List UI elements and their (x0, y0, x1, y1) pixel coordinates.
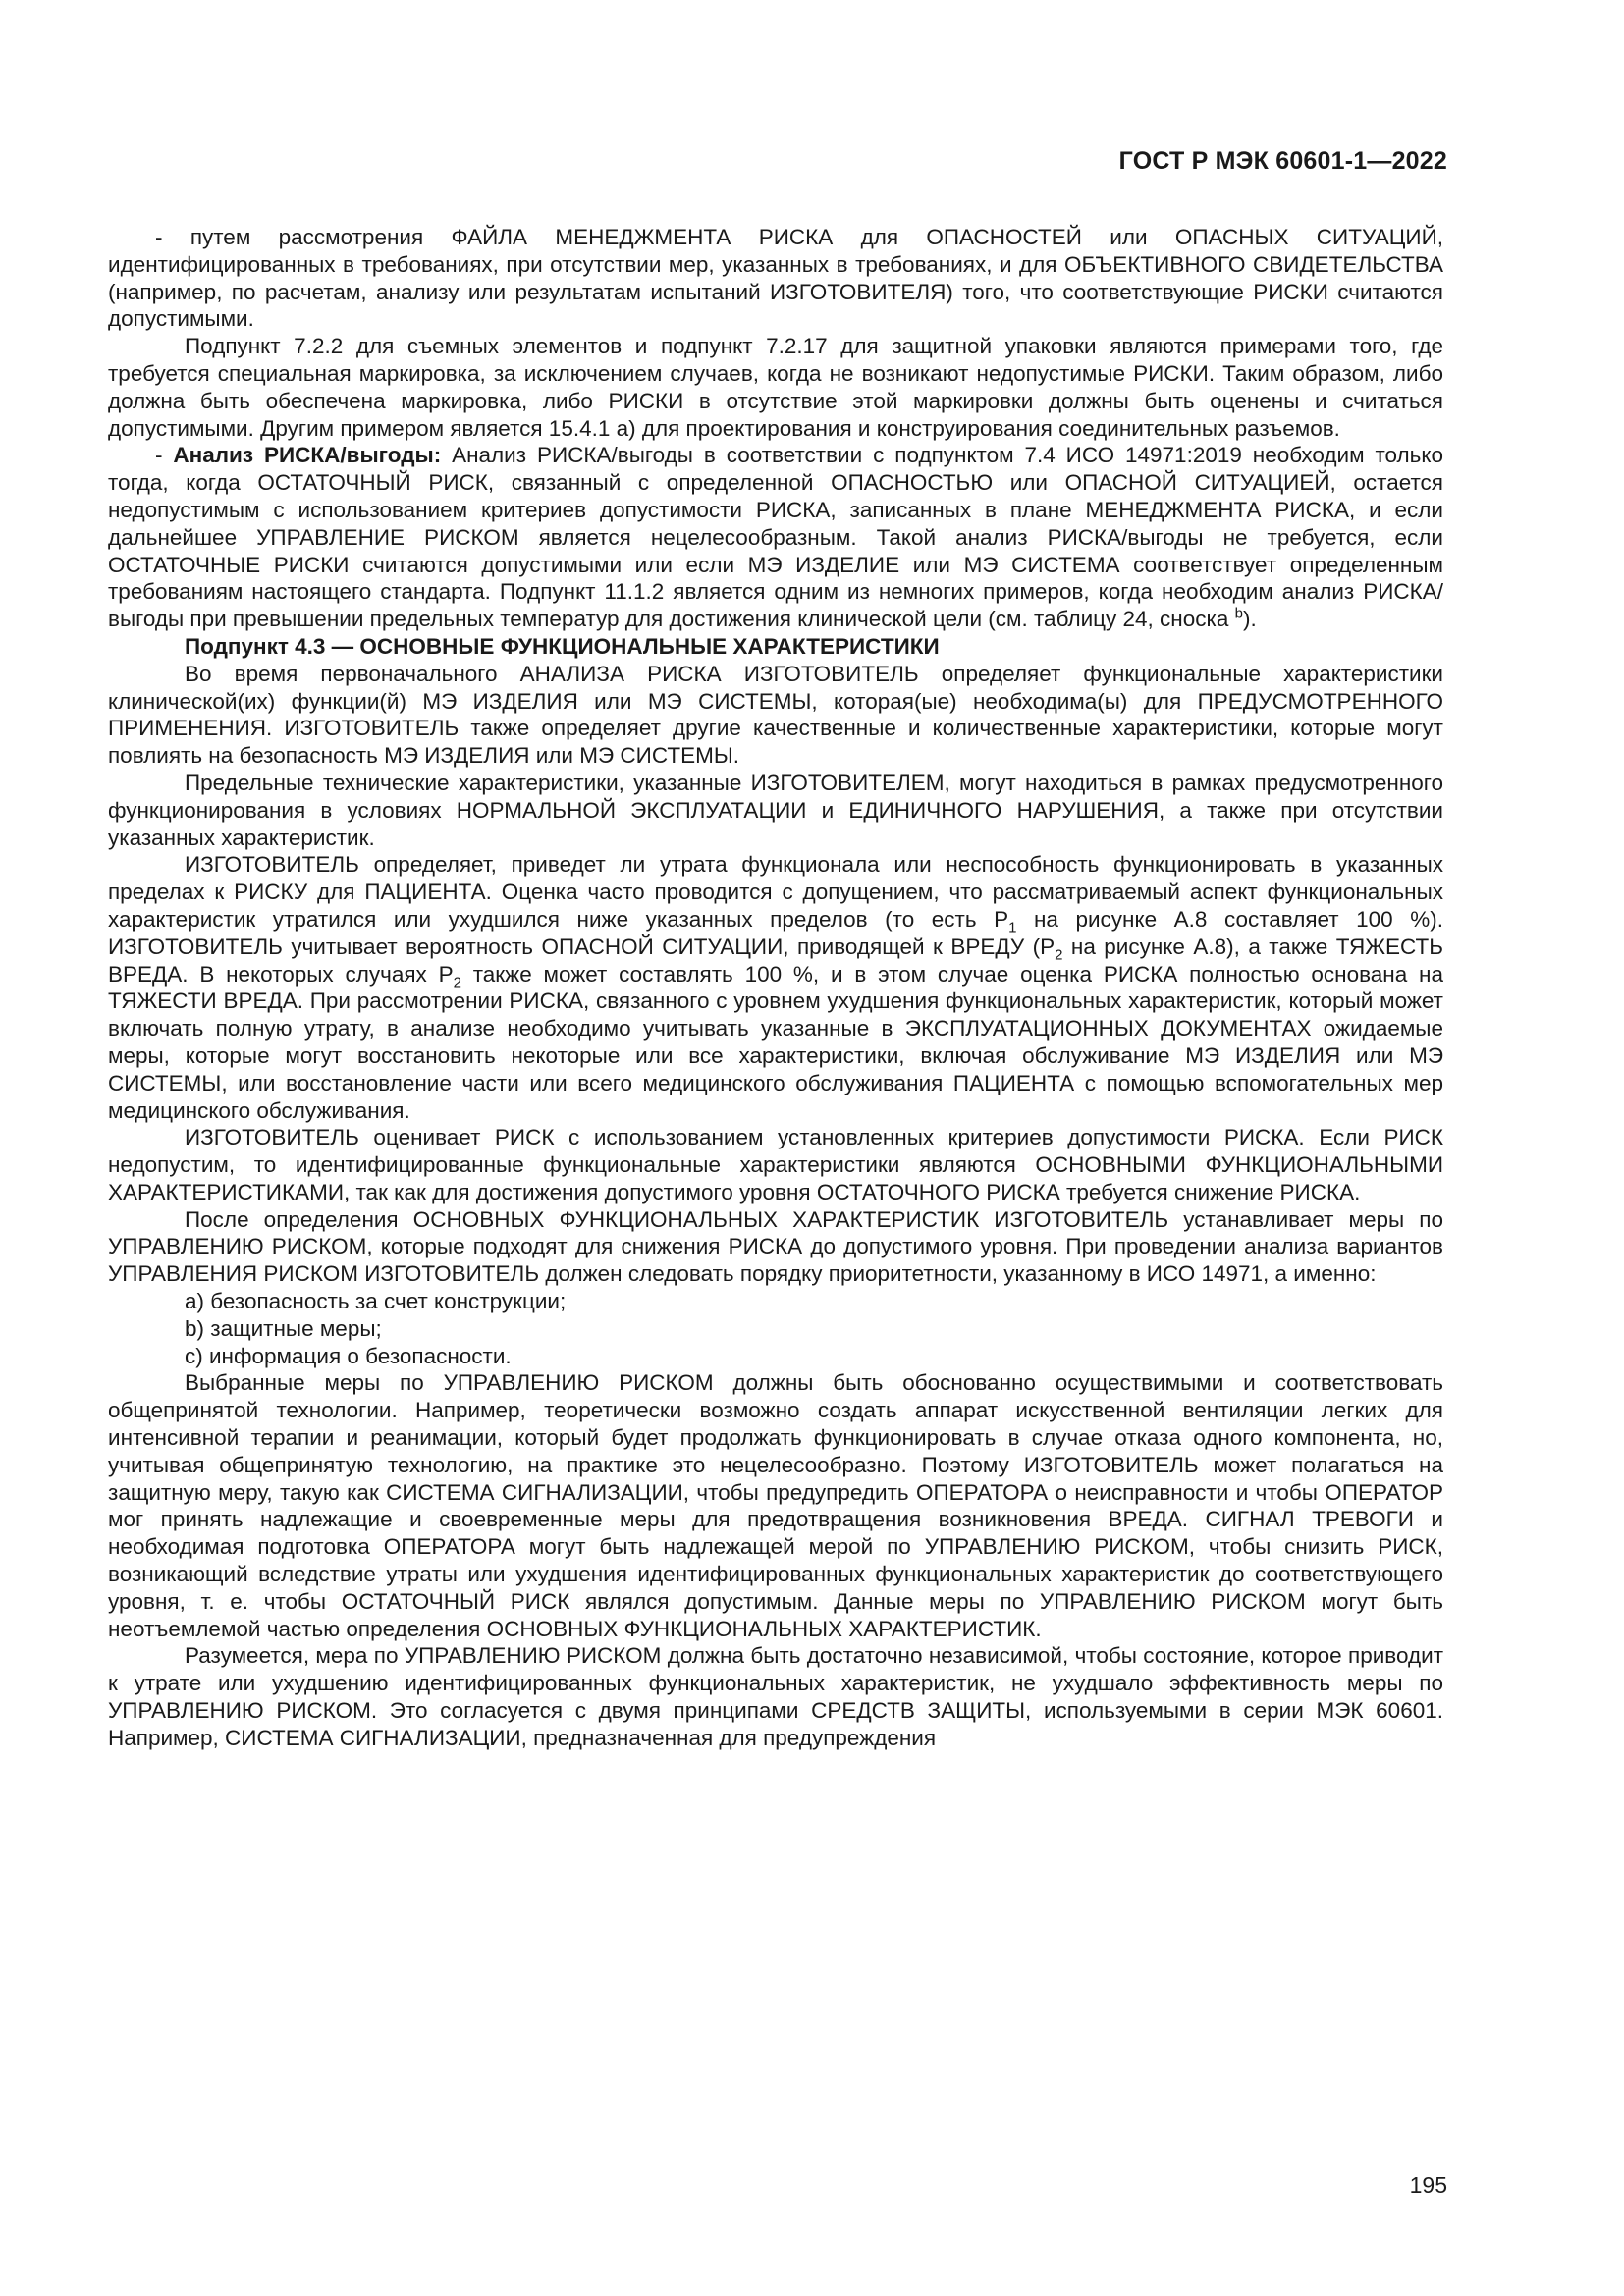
list-item: c) информация о безопасности. (185, 1343, 512, 1368)
text: на рисунке А.8 составляет 100 %). ИЗГОТОВИТЕЛЬ учитывает вероятность ОПАСНОЙ СИТУАЦИИ, приводящей к ВРЕДУ (P (108, 906, 1443, 959)
paragraph: - путем рассмотрения ФАЙЛА МЕНЕДЖМЕНТА РИСКА для ОПАСНОСТЕЙ или ОПАСНЫХ СИТУАЦИЙ, идентифицированных в требованиях, при отсутствии мер, указанных в требованиях, и для ОБЪЕКТИВНОГО СВИДЕТЕЛЬСТВА (например, по расчетам, анализу или результатам испытаний ИЗГОТОВИТЕЛЯ) того, что соответствующие РИСКИ считаются допустимыми. (108, 225, 1443, 332)
text: также может составлять 100 %, и в этом случае оценка РИСКА полностью основана на ТЯЖЕСТИ ВРЕДА. При рассмотрении РИСКА, связанного с уровнем ухудшения функциональных характеристик, который может включать полную утрату, в анализе необходимо учитывать указанные в ЭКСПЛУАТАЦИОННЫХ ДОКУМЕНТАХ ожидаемые меры, которые могут восстановить некоторые или все характеристики, включая обслуживание МЭ ИЗДЕЛИЯ или МЭ СИСТЕМЫ, или восстановление части или всего медицинского обслуживания ПАЦИЕНТА с помощью вспомогательных мер медицинского обслуживания. (108, 961, 1443, 1123)
paragraph: Подпункт 7.2.2 для съемных элементов и подпункт 7.2.17 для защитной упаковки являются примерами того, где требуется специальная маркировка, за исключением случаев, когда не возникают недопустимые РИСКИ. Таким образом, либо должна быть обеспечена маркировка, либо РИСКИ в отсутствие этой маркировки должны быть оценены и считаться допустимыми. Другим примером является 15.4.1 a) для проектирования и конструирования соединительных разъемов. (108, 334, 1443, 441)
dash: - (155, 443, 174, 468)
paragraph: Предельные технические характеристики, указанные ИЗГОТОВИТЕЛЕМ, могут находиться в рамках предусмотренного функционирования в условиях НОРМАЛЬНОЙ ЭКСПЛУАТАЦИИ и ЕДИНИЧНОГО НАРУШЕНИЯ, а также при отсутствии указанных характеристик. (108, 770, 1443, 850)
superscript: b (1234, 605, 1243, 622)
document-body (108, 224, 1443, 1752)
paragraph: После определения ОСНОВНЫХ ФУНКЦИОНАЛЬНЫХ ХАРАКТЕРИСТИК ИЗГОТОВИТЕЛЬ устанавливает меры по УПРАВЛЕНИЮ РИСКОМ, которые подходят для снижения РИСКА до допустимого уровня. При проведении анализа вариантов УПРАВЛЕНИЯ РИСКОМ ИЗГОТОВИТЕЛЬ должен следовать порядку приоритетности, указанному в ИСО 14971, а именно: (108, 1206, 1443, 1287)
paragraph: Разумеется, мера по УПРАВЛЕНИЮ РИСКОМ должна быть достаточно независимой, чтобы состояние, которое приводит к утрате или ухудшению идентифицированных функциональных характеристик, не ухудшало эффективность меры по УПРАВЛЕНИЮ РИСКОМ. Это согласуется с двумя принципами СРЕДСТВ ЗАЩИТЫ, используемыми в серии МЭК 60601. Например, СИСТЕМА СИГНАЛИЗАЦИИ, предназначенная для предупреждения (108, 1643, 1443, 1750)
paragraph: ИЗГОТОВИТЕЛЬ оценивает РИСК с использованием установленных критериев допустимости РИСКА. Если РИСК недопустим, то идентифицированные функциональные характеристики являются ОСНОВНЫМИ ФУНКЦИОНАЛЬНЫМИ ХАРАКТЕРИСТИКАМИ, так как для достижения допустимого уровня ОСТАТОЧНОГО РИСКА требуется снижение РИСКА. (108, 1125, 1443, 1204)
text: ). (1242, 607, 1257, 632)
paragraph: Выбранные меры по УПРАВЛЕНИЮ РИСКОМ должны быть обоснованно осуществимыми и соответствовать общепринятой технологии. Например, теоретически возможно создать аппарат искусственной вентиляции легких для интенсивной терапии и реанимации, который будет продолжать функционировать в случае отказа одного компонента, но, учитывая общепринятую технологию, на практике это нецелесообразно. Поэтому ИЗГОТОВИТЕЛЬ может полагаться на защитную меру, такую как СИСТЕМА СИГНАЛИЗАЦИИ, чтобы предупредить ОПЕРАТОРА о неисправности и чтобы ОПЕРАТОР мог принять надлежащие и своевременные меры для предотвращения возникновения ВРЕДА. СИГНАЛ ТРЕВОГИ и необходимая подготовка ОПЕРАТОРА могут быть надлежащей мерой по УПРАВЛЕНИЮ РИСКОМ, чтобы снизить РИСК, возникающий вследствие утраты или ухудшения идентифицированных функциональных характеристик до соответствующего уровня, т. е. чтобы ОСТАТОЧНЫЙ РИСК являлся допустимым. Данные меры по УПРАВЛЕНИЮ РИСКОМ могут быть неотъемлемой частью определения ОСНОВНЫХ ФУНКЦИОНАЛЬНЫХ ХАРАКТЕРИСТИК. (108, 1370, 1443, 1641)
list-item: b) защитные меры; (185, 1315, 382, 1341)
text: Анализ РИСКА/выгоды в соответствии с подпунктом 7.4 ИСО 14971:2019 необходим только тогда, когда ОСТАТОЧНЫЙ РИСК, связанный с определенной ОПАСНОСТЬЮ или ОПАСНОЙ СИТУАЦИЕЙ, остается недопустимым с использованием критериев допустимости РИСКА, записанных в плане МЕНЕДЖМЕНТА РИСКА, и если дальнейшее УПРАВЛЕНИЕ РИСКОМ является нецелесообразным. Такой анализ РИСКА/выгоды не требуется, если ОСТАТОЧНЫЕ РИСКИ считаются допустимыми или если МЭ ИЗДЕЛИЕ или МЭ СИСТЕМА соответствует определенным требованиям настоящего стандарта. Подпункт 11.1.2 является одним из немногих примеров, когда необходим анализ РИСКА/выгоды при превышении предельных температур для достижения клинической цели (см. таблицу 24, сноска (108, 443, 1443, 632)
page-number: 195 (1409, 2172, 1447, 2198)
subscript: 2 (1055, 946, 1063, 964)
section-heading: Подпункт 4.3 — ОСНОВНЫЕ ФУНКЦИОНАЛЬНЫЕ ХАРАКТЕРИСТИКИ (185, 633, 940, 659)
subscript: 2 (453, 974, 461, 991)
subscript: 1 (1008, 919, 1017, 936)
paragraph (108, 851, 1443, 1124)
bold-term: Анализ РИСКА/выгоды: (173, 443, 442, 468)
document-header: ГОСТ Р МЭК 60601-1—2022 (1118, 147, 1447, 175)
text: на рисунке А.8), а также ТЯЖЕСТЬ ВРЕДА. В некоторых случаях P (108, 934, 1444, 987)
paragraph-risk-benefit (108, 442, 1443, 633)
list-item: a) безопасность за счет конструкции; (185, 1289, 567, 1314)
paragraph: Во время первоначального АНАЛИЗА РИСКА ИЗГОТОВИТЕЛЬ определяет функциональные характеристики клинической(их) функции(й) МЭ ИЗДЕЛИЯ или МЭ СИСТЕМЫ, которая(ые) необходима(ы) для ПРЕДУСМОТРЕННОГО ПРИМЕНЕНИЯ. ИЗГОТОВИТЕЛЬ также определяет другие качественные и количественные характеристики, которые могут повлиять на безопасность МЭ ИЗДЕЛИЯ или МЭ СИСТЕМЫ. (108, 661, 1443, 769)
text: ИЗГОТОВИТЕЛЬ определяет, приведет ли утрата функционала или неспособность функционировать в указанных пределах к РИСКУ для ПАЦИЕНТА. Оценка часто проводится с допущением, что рассматриваемый аспект функциональных характеристик утратился или ухудшился ниже указанных пределов (то есть P (108, 852, 1443, 932)
